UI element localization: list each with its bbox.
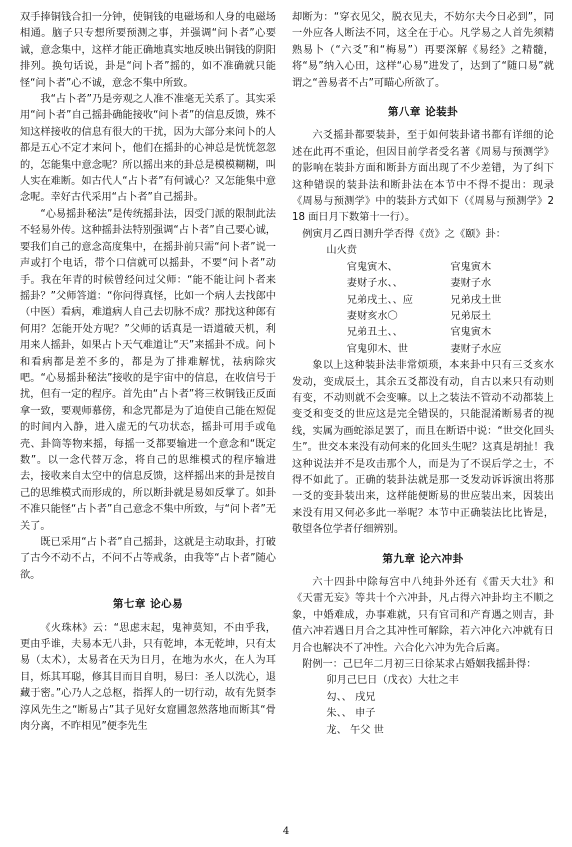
example-2-line: 朱、、 申子 (326, 708, 376, 720)
example-2-date: 卯月己巳日（戊衣）大壮之丰 (326, 675, 459, 687)
gua-line (292, 325, 554, 341)
left-column (20, 10, 276, 735)
gua-line-left: 兄弟丑土、、 (346, 327, 403, 339)
example-2-intro: 附例一：己巳年二月初三日徐某求占婚姻我摇卦得： (302, 659, 537, 671)
gua-line-right: 妻财子水 (450, 278, 492, 290)
gua-line-right: 兄弟戌土世 (450, 294, 502, 306)
example-2-line: 勾、、 戌兄 (326, 691, 376, 703)
gua-line-right: 官鬼寅木 (450, 327, 492, 339)
page-number: 4 (282, 826, 290, 837)
chapter-9-title: 第九章 论六冲卦 (382, 552, 464, 565)
gua-line (292, 309, 554, 325)
gua-lines (292, 260, 554, 358)
paragraph: 既已采用“占卜者”自己摇卦，这就是主动取卦，打破了古今不动不占，不问不占等戒条，由我等“占卜者”随心欲。 (20, 537, 276, 581)
paragraph: 象以上这种装卦法非常烦琐，本来卦中只有三爻亥水发动，变成辰土，其余五爻都没有动，自古以来只有动则有变，不动则就不会变嘛。以上之装法不管动不动都装上变爻和变爻的世应这是完全错误的，只能混淆断易者的视线，实属为画蛇添足罢了，而且在断语中说：“世交化回头生”。世交本来没有动何来的化回头生呢？这真是胡扯！我这种说法并不是攻击那个人，而是为了不误后学之士，不得不如此了。正确的装卦法就是那一爻发动诉诉演出将那一爻的变卦装出来，这样能便断易的世应装出来，因装出来没有用又何必多此一举呢？本节中正确装法比比皆是，敬望各位学者仔细辨别。 (292, 360, 554, 536)
gua-line-left: 官鬼卯木、世 (346, 343, 408, 355)
paragraph: “心易摇卦秘法”是传统摇卦法，因受门派的限制此法不轻易外传。这种摇卦法特别强调“占卜者”自己要心诚，要我们自己的意念高度集中，在摇卦前只需“问卜者”说一声或打个电话，带个口信就可以摇卦，不要“问卜者”动手。我在年青的时候曾经问过父师：“能不能让问卜者来摇卦？”父师答道：“你问得真怪，比如一个病人去找郎中（中医）看病，难道病人自己去切脉不成？那找这种郎有何用？怎能开处方呢？”父师的话真是一语道破天机，利用来人摇卦，如果占卜天气难道让“天”来摇卦不成。问卜和看病都是差不多的，都是为了排难解忧，祛病除灾吧。“心易摇卦秘法”接收的是宇宙中的信息，在收信号于扰，但有一定的程序。首先由“占卜者”将三枚铜钱正反面拿一致，要观师慕傍，和念咒都是为了迫使自己能在短促的时间内入静，进入虚无的气功状态，摇卦可用手或龟壳、卦筒等物来摇，每摇一爻都要输进一个意念和“既定数”。以一念代替万念，将自己的思维模式的程序输进去，接收来自太空中的信息反馈，这样摇出来的卦是按自己的思维模式而形成的，所以断卦就是易如反掌了。如卦不准只能怪“占卜者”自己意念不集中所致，与“问卜者”无关了。 (20, 208, 276, 532)
example-intro: 例寅月乙酉日测升学否得《贲》之《颐》卦： (302, 228, 506, 240)
paragraph: 双手捧铜钱合扣一分钟，使铜钱的电磁场和人身的电磁场相通。脑子只专想所要预测之事，并强调“问卜者”心要诚，意念集中，这样才能正确地真实地反映出铜钱的阴阳排列。换句话说，卦是“问卜者”摇的，如不准确就只能怪“问卜者”心不诚，意念不集中所致。 (20, 12, 276, 89)
gua-name: 山火贲 (326, 245, 357, 257)
right-column (292, 10, 554, 739)
gua-line-right: 兄弟辰土 (450, 310, 492, 322)
gua-line (292, 293, 554, 309)
gua-line (292, 342, 554, 358)
gua-line-right: 妻财子水应 (450, 343, 502, 355)
gua-line (292, 276, 554, 292)
example-2-line: 龙、 午父 世 (326, 724, 384, 736)
gua-line-left: 官鬼寅木、 (346, 261, 398, 273)
paragraph: 我“占卜者”乃是旁观之人准不准毫无关系了。其实采用“问卜者”自己摇卦确能接收“问卜者”的信息反馈，殊不知这样接收的信息有很大的干扰，因为大部分来问卜的人都是五心不定才来问卜，他们在摇卦的心神总是恍恍忽忽的，怎能集中意念呢？所以摇出来的卦总是模模糊糊，叫人实在难断。如古代人“占卜者”有何诚心？又怎能集中意念呢。幸好古代采用“占卜者”自己摇卦。 (20, 94, 276, 204)
paragraph: 六爻摇卦都要装卦，至于如何装卦诸书都有详细的论述在此再不重论，但因目前学者受名著《周易与预测学》的影响在装卦方面和断卦方面出现了不少差错，为了纠下这种错误的装卦法和断卦法在本节中不得不提出：现录《周易与预测学》中的装卦方式如下（《周易与预测学》218 面日月下数第十一行）。 (292, 130, 554, 224)
chapter-8-title: 第八章 论装卦 (387, 106, 459, 119)
paragraph: 却断为：“穿衣见父，脱衣见夫，不妨尔夫今日必到”，同一外应各人断法不同，这全在于心。凡学易之人首先须精熟易卜（“六爻”和“梅易”）再要深解《易经》之精髓，将“易”纳入心田，这样“心易”进发了，达到了“随口易”就谓之“善易者不占”可瞄心所欲了。 (292, 12, 554, 89)
gua-line-left: 兄弟戌土、、应 (346, 294, 413, 306)
paragraph: 六十四卦中除每宫中八纯卦外还有《雷天大壮》和《天雷无妄》等共十个六冲卦，凡占得六冲卦均主不顺之象，中婚难成，办事难就，只有官司和产育遇之则吉，卦值六冲若遇日月合之其冲性可解除，若六冲化六冲就有日月合也解决不了冲性。六合化六冲为先合后离。 (292, 577, 554, 654)
gua-line (292, 260, 554, 276)
chapter-7-title: 第七章 论心易 (112, 598, 184, 611)
gua-line-left: 妻财子水、、 (346, 278, 403, 290)
paragraph: 《火珠林》云：“思虑末起，鬼神莫知，不由乎我，更由乎谁，夫易本无八卦，只有乾坤，本无乾坤，只有太易（太术），太易者在天为日月，在地为水火，在人为耳目，烁其耳聪，修其目而目自明，易曰：圣人以洗心，退藏于密。”心乃人之总枢，指挥人的一切行动，故有先贤李淳风先生之“断易占”其子见好女窟圃忽然落地而断其“骨肉分离，不昨相见”便李先生 (20, 622, 276, 733)
gua-line-left: 妻财亥水〇 (346, 310, 398, 322)
gua-line-right: 官鬼寅木 (450, 261, 492, 273)
